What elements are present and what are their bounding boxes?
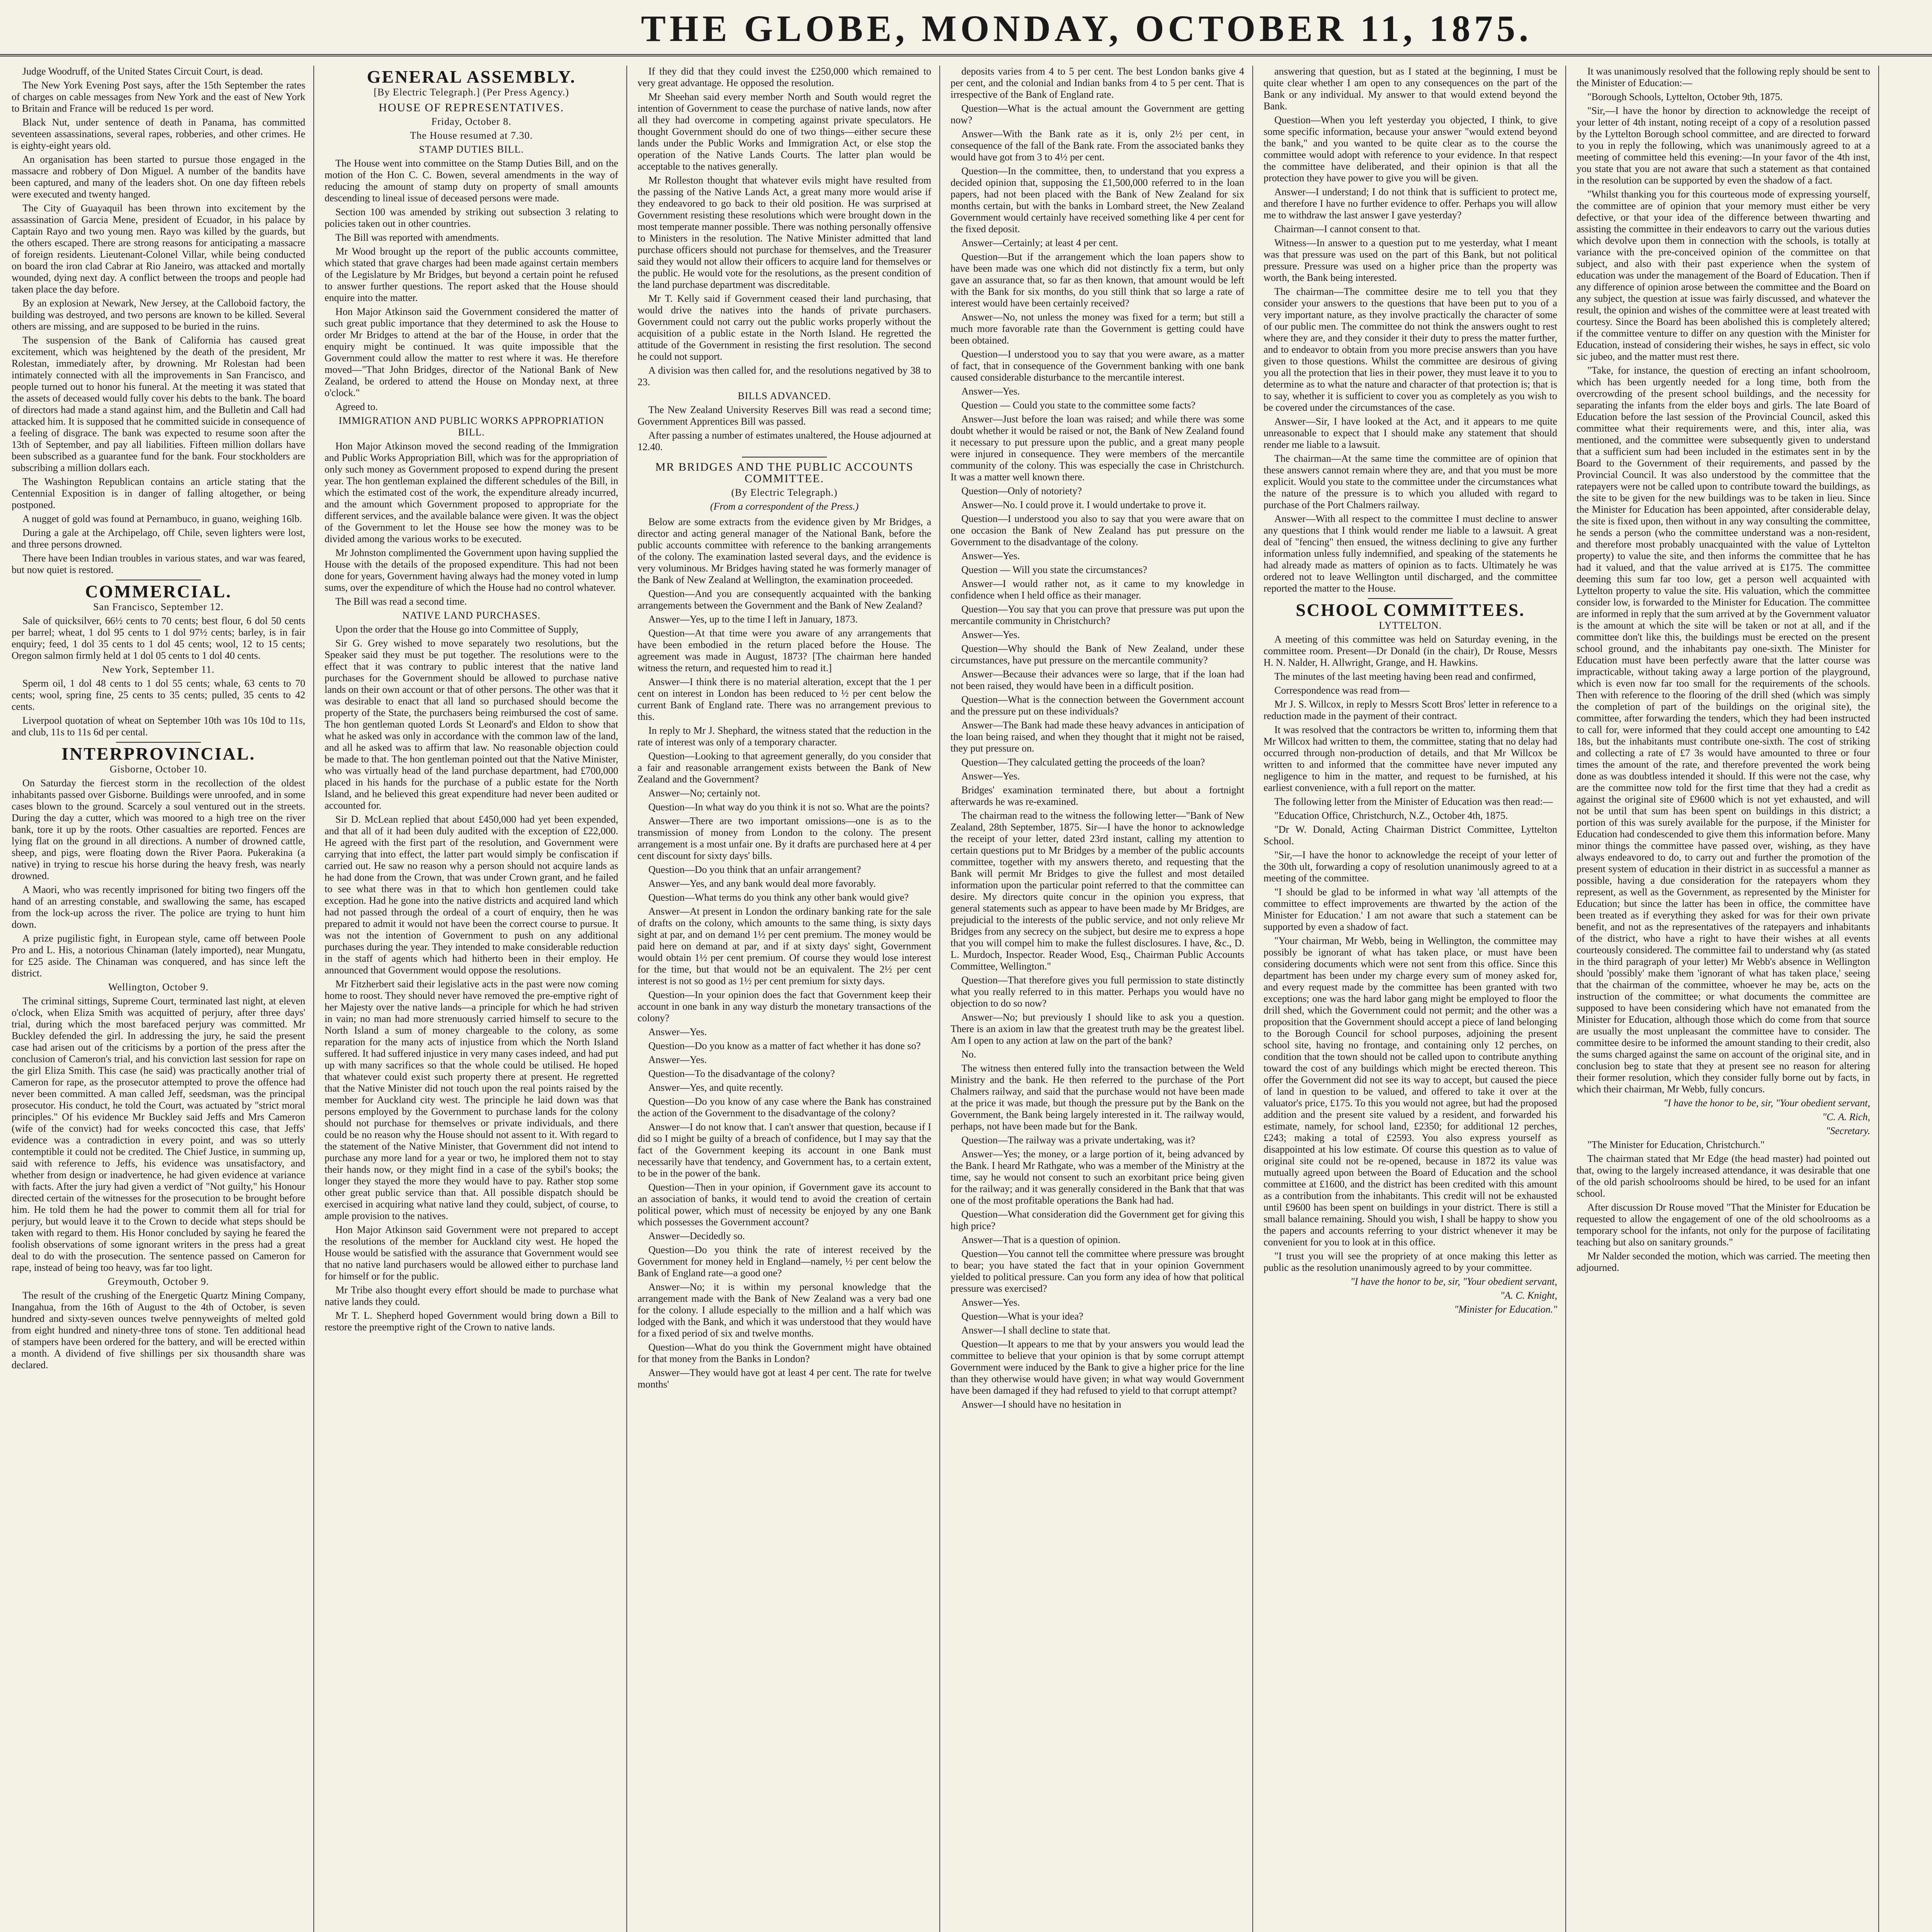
paragraph: Question—And you are consequently acquainted with the banking arrangements between the Government and the Bank of New Zealand? [638,588,931,611]
paragraph: Correspondence was read from— [1274,685,1410,696]
paragraph: Answer—Yes. [961,386,1020,397]
paragraph: Question—What consideration did the Government get for giving this high price? [951,1209,1244,1231]
paragraph: Section 100 was amended by striking out subsection 3 relating to policies taken out in other countries. [325,206,618,229]
lyttelton-heading: LYTTELTON. [1379,620,1442,631]
paragraph: The minutes of the last meeting having been read and confirmed, [1274,671,1536,682]
paragraph: The witness then entered fully into the transaction between the Weld Ministry and the bank. He then referred to the purchase of the Port Chalmers railway, and said that the purchase would not have been made at the price it was made, but though the pressure put by the Bank on the Government, the Bank being largely interested in it. The railway would, perhaps, not have been made but for the Bank. [951,1063,1244,1132]
bridges-evidence [638,516,931,1390]
paragraph: After discussion Dr Rouse moved "That the Minister for Education be requested to allow the engagement of one of the old schoolrooms as a temporary school for the infants, not only for the purpose of facilitating teaching but also on sanitary grounds." [1577,1202,1870,1248]
paragraph: Answer—Yes; the money, or a large portion of it, being advanced by the Bank. I heard Mr Rathgate, who was a member of the Ministry at the time, say he would not consent to such an exorbitant price being given for the railway; and it was generally considered in the Bank that that was one of the most profitable operations the Bank had had. [951,1148,1244,1206]
paragraph: Answer—Yes. [961,1297,1020,1308]
paragraph: Answer—No; but previously I should like to ask you a question. There is an axiom in law that the greatest truth may be the greatest libel. Am I open to any action at law on the part of the bank? [951,1012,1244,1046]
paragraph: A meeting of this committee was held on Saturday evening, in the committee room. Present—Dr Donald (in the chair), Dr Rouse, Messrs H. N. Nalder, H. Allwright, Grange, and H. Hawkins. [1264,634,1557,668]
paragraph: Question—When you left yesterday you objected, I think, to give some specific information, because your answer "would extend beyond the bank," and you wanted to be quite clear as to the course the committee would adopt with reference to your evidence. In that respect the committee have deliberated, and their opinion is that all the protection they have power to give you will be given. [1264,114,1557,184]
paragraph: The Bill was read a second time. [335,596,467,607]
prize-fight: A prize pugilistic fight, in European style, came off between Poole Pro and L. His, a notorious Chinaman (lately imported), near Mungatu, for £25 aside. The Chinaman was conquered, and has since left the district. [12,933,305,979]
paragraph: "Your chairman, Mr Webb, being in Wellington, the committee may possibly be ignorant of what has taken place, or must have been considering documents which were not sent from this office. Since this department has been under my charge every sum of money asked for, and every request made by the committee has been granted with two exceptions; one was the hard labor gang might be employed to floor the drill shed, which the Government could not permit; and the other was a proposition that the Government should accept a piece of land belonging to the Borough Council for school purposes, adjoining the present school site, having no frontage, and containing only 12 perches, on condition that the town should not be called upon to contribute anything toward the cost of any buildings which might be erected thereon. This offer the Government did not see its way to accept, but caused the piece of land in question to be valued, and offered to take it over at the valuator's price, £175. To this you would not agree, but had the proposed addition and the present site valued by a resident, and forwarded his estimate, namely, for school land, £2350; for additional 12 perches, £243; making a total of £2593. You also express yourself as disappointed at his low estimate. Of course this question as to value of original site could not be re-opened, because in 1872 its value was mutually agreed upon between the Board of Education and the school committee at £1600, and the district has been credited with this amount as a contribution from the inhabitants. This credit will not be exhausted until £9600 has been spent on buildings in your district. There is still a small balance remaining. Should you wish, I shall be happy to show you the papers and accounts referring to your district whenever it may be convenient for you to look at in this office. [1264,935,1557,1248]
wellington-court: The criminal sittings, Supreme Court, terminated last night, at eleven o'clock, when Eliza Smith was acquitted of perjury, after three days' trial, during which the most barefaced perjury was committed. Mr Buckley defended the girl. In addressing the jury, he said the present case had arisen out of the criticisms by a portion of the press after the conclusion of Cameron's trial, and his conviction last session for rape on the girl Eliza Smith. This case (he said) was practically another trial of Cameron for rape, as the prosecutor attempted to prove the offence had never been committed. A man called Jeff, seedsman, was the principal prosecutor. His conduct, he told the Court, was actuated by "strict moral principles." Of his evidence Mr Buckley said Jeffs and Mrs Cameron (wife of the convict) had for weeks concocted this case, that Jeffs' evidence was a contradiction in every point, and was so utterly contemptible it could not be credited. The Chief Justice, in summing up, said with reference to Jeffs, his evidence was unsatisfactory, and whether from design or inadvertence, he had given evidence at variance with facts. After the jury had given a verdict of "Not guilty," his Honour directed certain of the witnesses for the prosecution to be brought before him. He told them he had the power to commit them all for trial for perjury, but would leave it to the Crown to decide what steps should be taken with regard to them. His Honor concluded by saying he feared the foolish observations of some ignorant writers in the press had a great deal to do with the prosecution. The sentence passed on Cameron for rape, instead of being too heavy, was far too light. [12,995,305,1273]
paragraph: Answer—Yes. [961,629,1020,640]
paragraph: If they did that they could invest the £250,000 which remained to very great advantage. He opposed the resolution. [638,66,931,88]
paragraph: There have been Indian troubles in various states, and war was feared, but now quiet is restored. [12,553,305,575]
paragraph: Question—That therefore gives you full permission to state distinctly what you really referred to in this matter. Perhaps you would have no objection to do so now? [951,975,1244,1009]
paragraph: The chairman stated that Mr Edge (the head master) had pointed out that, owing to the largely increased attendance, it was desirable that one of the old parish schoolrooms should be hired, to be used for an infant school. [1577,1153,1870,1199]
paragraph: Agreed to. [335,401,378,412]
school-meeting-body [1264,634,1557,1274]
paragraph: Mr J. S. Willcox, in reply to Messrs Scott Bros' letter in reference to a reduction made in the payment of their contract. [1264,699,1557,721]
paragraph: Mr Johnston complimented the Government upon having supplied the House with the details of the proposed expenditure. This had not been done for years, Government having always had the money voted in lump sums, over the expenditure of which the House had no control whatever. [325,547,618,593]
paragraph: Question—I understood you also to say that you were aware that on one occasion the Bank of New Zealand has put pressure on the Government to the disadvantage of the colony. [951,513,1244,548]
stamp-duties-heading: STAMP DUTIES BILL. [419,144,524,155]
paragraph: Question — Will you state the circumstances? [961,564,1147,575]
wellington-dateline: Wellington, October 9. [108,981,209,993]
paragraph: Upon the order that the House go into Committee of Supply, [335,624,578,635]
paragraph: Question—They calculated getting the proceeds of the loan? [961,757,1205,768]
paragraph: Question—I understood you to say that you were aware, as a matter of fact, that in consequence of the Government banking with one bank caused considerable disturbance to the mercantile interest. [951,349,1244,383]
paragraph: Answer—With all respect to the committee I must decline to answer any questions that I think would render me liable to a lawsuit. A great deal of "fencing" then ensued, the witness declining to give any further information unless fully indemnified, and speaking of the statements he had already made as matters of opinion as to facts. Ultimately he was ordered not to leave Wellington until discharged, and the committee reported the matter to the House. [1264,513,1557,594]
paragraph: During a gale at the Archipelago, off Chile, seven lighters were lost, and three persons drowned. [12,527,305,550]
paragraph: By an explosion at Newark, New Jersey, at the Calloboid factory, the building was destroyed, and two persons are known to be killed. Several others are missing, and are supposed to be buried in the ruins. [12,298,305,332]
paragraph: Question—The railway was a private undertaking, was it? [961,1134,1196,1146]
paragraph: Answer—No; it is within my personal knowledge that the arrangement made with the Bank of New Zealand was a very bad one for the colony. I allude especially to the million and a half which was lodged with the Bank, and which it was understood that they would have for a fixed period of six and twelve months. [638,1281,931,1339]
paragraph: Question—Do you know as a matter of fact whether it has done so? [648,1040,921,1051]
paragraph: Answer—Yes, and quite recently. [648,1082,783,1093]
paragraph: In reply to Mr J. Shephard, the witness stated that the reduction in the rate of interest was only of a temporary character. [638,725,931,748]
paragraph: "Take, for instance, the question of erecting an infant schoolroom, which has been urgently needed for a long time, both from the overcrowding of the present school buildings, and the necessity for separating the infants from the elder boys and girls. The late Board of Education before the last session of the Provincial Council, asked this committee what their requirements were, and this, inter alia, was mentioned, and the committee were subsequently given to understand that a sufficient sum had been included in the estimates sent in by the Board to the Government of their requirements, and passed by the Provincial Council. It was also understood by the committee that the ratepayers were not be called upon to contribute toward the buildings, as the site to be given for the new buildings was to be taken in lieu. Since the Minister for Education has been appointed, after considerable delay, the site is fixed upon, then without in any way consulting the committee, he sends a person (who the committee understand was a non-resident, and therefore most probably unacquainted with the value of Lyttelton property) to value the site, and then informs the committee that he has had it valued, and that the value arrived at is £175. The committee deeming this sum far too low, get a person well acquainted with Lyttelton property to value the site. His valuation, which the committee consider low, is forwarded to the Minister for Education. The committee are informed in reply that the sum arrived at by the Government valuator is the amount at which the site will be taken or not at all, and if the committee don't like this, the buildings must be erected on the present school ground, and the inhabitants pay one-sixth. The Minister for Education must have been perfectly aware that the latter course was impracticable, without taking away a large portion of the playground, which is even now far too small for the requirements of the schools. Then with reference to the flooring of the drill shed (which was simply the completion of part of the buildings on the original site), the committee, after forwarding the tenders, which they had been instructed to call for, were informed that they could accept one amounting to £42 18s, but the inhabitants must contribute one-sixth. The cost of striking and collecting a rate of £7 3s would have amounted to three or four times the amount of the rate, and therefore prevented the work being done as was doubtless intended it should. If this were not the case, why are the committee now told for the first time that they had a credit as against the original site of £9600 which is not yet exhausted, and will not be until that sum has been spent on buildings in this district; a portion of this was surely available for the purpose, if the Minister for Education had condescended to give them this information before. Many minor things the committee have passed over, wishing, as they have always endeavored to do, to carry out and further the promotion of the present system of education in their district in as successful a manner as possible, having a due consideration for the ratepayers whom they represent, as well as the Government, as represented by the Minister for Education; but since the latter has been in office, the committee have been treated as if everything they asked for was for their own private benefit, and not as the representatives of the ratepayers and inhabitants of the district, who have a right to have their wishes at all events courteously considered. The committee fail to understand why (as stated in the third paragraph of your letter) Mr Webb's absence in Wellington should 'possibly' make them 'ignorant of what has taken place,' seeing that the chairman of the committee, whoever he may be, acts on the instruction of the committee; or what documents the committee are supposed to have been considering which have not emanated from the Minister for Education, although those which do come from that source are usually the most unpleasant the committee have to consider. The committee desire to be informed the amount standing to their credit, also the sums charged against the same on account of the original site, and in conclusion beg to state that they at present see no reason for altering their former resolution, which they consider fully borne out by facts, in which their chairman, Mr Webb, fully concurs. [1577,365,1870,1095]
paragraph: "Sir,—I have the honor to acknowledge the receipt of your letter of the 30th ult, forwarding a copy of resolution unanimously agreed to at a meeting of the committee. [1264,849,1557,884]
immigration-body [325,440,618,607]
divider [116,742,201,743]
interprovincial-heading: INTERPROVINCIAL. [61,744,255,764]
paragraph: Answer—No; certainly not. [648,787,760,799]
bills-advanced-text: The New Zealand University Reserves Bill was read a second time; Government Apprentices Bill was passed. [638,404,931,427]
letter-signer: "A. C. Knight, [1500,1290,1557,1301]
masthead [0,0,1932,56]
paragraph: Mr Sheehan said every member North and South would regret the intention of Government to cease the purchase of native lands, now after all they had overcome in competing against private speculators. He thought Government should do one of two things—either secure these lands under the Public Works and Immigration Act, or else stop the operation of the Native Lands Courts. The latter plan would be acceptable to the natives generally. [638,91,931,172]
paragraph: "Education Office, Christchurch, N.Z., October 4th, 1875. [1274,810,1508,821]
paragraph: Answer—Yes. [961,550,1020,561]
paragraph: Answer—Yes. [961,770,1020,782]
paragraph: Answer—No. I could prove it. I would undertake to prove it. [961,499,1206,510]
letter-closing: "I have the honor to be, sir, "Your obedient servant, [1350,1276,1557,1287]
paragraph: Hon Major Atkinson said Government were not prepared to accept the resolutions of the member for Auckland city west. He hoped the House would be satisfied with the assurance that Government would see that no native land purchasers would be allowed either to purchase land for himself or for the public. [325,1224,618,1282]
paragraph: Answer—Yes. [648,1054,707,1065]
paragraph: Witness—In answer to a question put to me yesterday, what I meant was that pressure was used on the part of this Bank, but not political pressure. Pressure was used on a higher price than the property was worth, the Bank being interested. [1264,237,1557,283]
paragraph: Answer—I shall decline to state that. [961,1325,1111,1336]
paragraph: The chairman read to the witness the following letter—"Bank of New Zealand, 28th September, 1875. Sir—I have the honor to acknowledge the receipt of your letter, dated 23rd instant, calling my attention to certain questions put to Mr Bridges by a member of the public accounts committee, together with my answers thereto, and requesting that the Bank will permit Mr Bridges to give the fullest and most detailed information upon the particular point referred to that the committee can desire. My directors quite concur in the opinion you express, that general statements such as appear to have been made by Mr Bridges, are prejudicial to the interests of the public service, and not only relieve Mr Bridges from any secrecy on the subject, but desire me to express a hope that you will compel him to make the fullest disclosures. I have, &c., D. L. Murdoch, Inspector. Reader Wood, Esq., Chairman Public Accounts Committee, Wellington." [951,810,1244,972]
paragraph: answering that question, but as I stated at the beginning, I must be quite clear whether I am open to any consequences on the part of the Bank or any individual. My answer to that would extend beyond the Bank. [1264,66,1557,112]
paragraph: It was resolved that the contractors be written to, informing them that Mr Willcox had written to them, the committee, stating that no delay had occurred through non-production of details, and that Mr Willcox be written to and informed that the committee have never imputed any negligence to him in the matter, and request to be furnished, at his earliest convenience, with a full report on the matter. [1264,724,1557,793]
general-assembly-heading: GENERAL ASSEMBLY. [367,67,576,87]
paragraph: Mr T. Kelly said if Government ceased their land purchasing, that would drive the natives into the hands of private purchasers. Government could not carry out the public works properly without the acquisition of a public estate in the North Island. He regretted the attitude of the Government in resisting the first resolution. The second he could not support. [638,293,931,362]
paragraph: A division was then called for, and the resolutions negatived by 38 to 23. [638,365,931,388]
paragraph: Answer—Decidedly so. [648,1230,745,1242]
greymouth-mining: The result of the crushing of the Energetic Quartz Mining Company, Inangahua, from the 16th of August to the 4th of October, is seven hundred and sixty-seven ounces twelve pennyweights of melted gold from eight hundred and ninety-three tons of stone. Ten additional head of stampers have been ordered for the battery, and will be erected within a month. A dividend of five shillings per six thousandth share was declared. [12,1290,305,1371]
column-rule [313,66,314,1932]
column-4 [951,66,1244,1932]
paragraph: Below are some extracts from the evidence given by Mr Bridges, a director and acting general manager of the National Bank, before the public accounts committee with reference to the banking arrangements of the colony. The examination lasted several days, and the evidence is very voluminous. Mr Bridges having stated he was formerly manager of the Bank of New Zealand at Wellington, the examination proceeded. [638,516,931,585]
column-2 [325,66,618,1932]
reply-letter-body [1577,66,1870,1095]
bills-advanced-heading: BILLS ADVANCED. [738,390,831,401]
paragraph: Question—What is the connection between the Government account and the pressure put on these individuals? [951,694,1244,717]
native-land-heading: NATIVE LAND PURCHASES. [402,610,541,621]
paragraph: deposits varies from 4 to 5 per cent. The best London banks give 4 per cent, and the colonial and Indian banks from 4 to 5 per cent. That is irrespective of the Bank of England rate. [951,66,1244,100]
paragraph: Answer—With the Bank rate as it is, only 2½ per cent, in consequence of the fall of the Bank rate. From the associated banks they would have got from 3 to 4½ per cent. [951,128,1244,163]
paragraph: Answer—Certainly; at least 4 per cent. [961,237,1118,248]
paragraph: An organisation has been started to pursue those engaged in the massacre and robbery of Don Miguel. A number of the bandits have been captured, and many of the leaders shot. On one day fifteen rebels were executed and twenty hanged. [12,154,305,200]
paragraph: Question—What is the actual amount the Government are getting now? [951,103,1244,126]
immigration-heading: IMMIGRATION AND PUBLIC WORKS APPROPRIATION BILL. [338,415,604,438]
paragraph: The chairman—At the same time the committee are of opinion that these answers cannot remain where they are, and that you must be more explicit. Would you state to the committee under the circumstances what the nature of the pressure is to which you alluded with regard to purchase of the Port Chalmers railway. [1264,453,1557,510]
paragraph: Question — Could you state to the committee some facts? [961,400,1196,411]
newspaper-title: THE GLOBE, MONDAY, OCTOBER 11, 1875. [641,8,1532,49]
paragraph: Question—What is your idea? [961,1311,1083,1322]
paragraph: Question—You cannot tell the committee where pressure was brought to bear; you have stated the fact that in your opinion Government yielded to political pressure. Can you form any idea of how that political pressure was exercised? [951,1248,1244,1294]
gisborne-storm: On Saturday the fiercest storm in the recollection of the oldest inhabitants passed over Gisborne. Buildings were unroofed, and in some cases blown to the ground. Scarcely a soul ventured out in the streets. During the day a cutter, which was moored to a high tree on the river bank, tore it up by the roots. Other casualties are reported. Fences are lying flat on the ground in all directions. A number of drowned cattle, sheep, and pigs, were floating down the River Paora. Pukerakina (a native) in trying to rescue his horse during the heavy fresh, was nearly drowned. [12,777,305,881]
paragraph: Hon Major Atkinson moved the second reading of the Immigration and Public Works Appropriation Bill, which was for the appropriation of only such money as Government proposed to expend during the present year. The hon gentleman explained the different schedules of the Bill, in which the estimated cost of the work, the expenditure already incurred, and the amount which Government proposed to appropriate for the different services, and the available balance were given. It was the object of the Government to let the House see how the money was to be divided among the various works to be executed. [325,440,618,544]
paragraph: Answer—I should have no hesitation in [961,1399,1121,1410]
paragraph: The New York Evening Post says, after the 15th September the rates of charges on cable messages from New York and the east of New York to Britain and France will be reduced 1s per word. [12,80,305,114]
native-land-continued [638,66,931,388]
session-date: Friday, October 8. [431,116,512,127]
native-land-body [325,624,618,1333]
paragraph: Answer—Because their advances were so large, that if the loan had not been raised, they would have been in a difficult position. [951,668,1244,691]
paragraph: Chairman—I cannot consent to that. [1274,223,1420,235]
reply-closing: "I have the honor to be, sir, "Your obedient servant, [1663,1097,1870,1109]
sf-prices: Sale of quicksilver, 66½ cents to 70 cents; best flour, 6 dol 50 cents per barrel; wheat, 1 dol 95 cents to 1 dol 97½ cents; barley, is in fair enquiry; feed, 1 dol 35 cents to 1 dol 45 cents; wool, 12 to 15 cents; Oregon salmon firmly held at 1 dol 05 cents to 1 dol 40 cents. [12,615,305,661]
paragraph: Question—To the disadvantage of the colony? [648,1068,835,1079]
paragraph: Question—Do you think the rate of interest received by the Government for money held in England—namely, ½ per cent below the Bank of England rate—a good one? [638,1244,931,1279]
maori-escape: A Maori, who was recently imprisoned for biting two fingers off the hand of an arresting constable, and swallowing the same, has escaped from the lock-up across the river. The police are trying to hunt him down. [12,884,305,930]
reply-signer-title: "Secretary. [1826,1125,1870,1136]
paragraph: Question—It appears to me that by your answers you would lead the committee to believe that your opinion is that by some corrupt attempt Government were induced by the Bank to give a higher price for the line than they otherwise would have given; in what way would Government have been damaged if they had refused to yield to that corrupt attempt? [951,1338,1244,1396]
paragraph: "I should be glad to be informed in what way 'all attempts of the committee to effect improvements are thwarted by the action of the Minister for Education.' I am not aware that such a statement can be supported by even a shadow of fact. [1264,886,1557,932]
bridges-byline: (By Electric Telegraph.) [731,487,838,498]
bridges-evidence-end [1264,66,1557,594]
commercial-heading: COMMERCIAL. [85,582,232,601]
paragraph: Question—Why should the Bank of New Zealand, under these circumstances, have put pressure on the mercantile community? [951,643,1244,666]
paragraph: The City of Guayaquil has been thrown into excitement by the assassination of Garcia Mene, president of Ecuador, in his palace by Captain Rayo and two young men. Rayo was killed by the guards, but the others escaped. There are strong reasons for anticipating a massacre of foreign residents. Lieutenant-Colonel Villar, while being conducted on board the iron clad Cabrar at Rio Janeiro, was attacked and mortally wounded, dying next day. A conflict between the troops and people had taken place the day before. [12,202,305,295]
paragraph: The Washington Republican contains an article stating that the Centennial Exposition is in danger of falling altogether, or being postponed. [12,476,305,510]
paragraph: Answer—I understand; I do not think that is sufficient to protect me, and therefore I have no further evidence to offer. Perhaps you will allow me to withdraw the last answer I gave yesterday? [1264,186,1557,221]
column-rule [626,66,627,1932]
column-rule [1252,66,1253,1932]
paragraph: The following letter from the Minister of Education was then read:— [1274,796,1553,807]
paragraph: Answer—There are two important omissions—one is as to the transmission of money from London to the colony. The present arrangement is a most unfair one. By it drafts are purchased here at 4 per cent discount for sixty days' bills. [638,815,931,861]
gisborne-dateline: Gisborne, October 10. [109,764,207,775]
paragraph: Answer—Sir, I have looked at the Act, and it appears to me quite unreasonable to expect that I should make any statement that should render me liable to a lawsuit. [1264,416,1557,450]
paragraph: Mr Nalder seconded the motion, which was carried. The meeting then adjourned. [1577,1250,1870,1273]
paragraph: Mr Wood brought up the report of the public accounts committee, which stated that grave charges had been made against certain members of the Legislature by Mr Bridges, but beyond a certain point he refused to answer further questions. The report asked that the House should enquire into the matter. [325,246,618,303]
paragraph: Question—What do you think the Government might have obtained for that money from the Banks in London? [638,1342,931,1364]
house-adjourned: After passing a number of estimates unaltered, the House adjourned at 12.40. [638,430,931,452]
paragraph: Mr Tribe also thought every effort should be made to purchase what native lands they could. [325,1284,618,1307]
paragraph: Question—Only of notoriety? [961,485,1082,497]
bridges-evidence-continued [951,66,1244,1410]
bridges-heading: MR BRIDGES AND THE PUBLIC ACCOUNTS COMMITTEE. [655,461,914,485]
paragraph: "Whilst thanking you for this courteous mode of expressing yourself, the committee are of opinion that your memory must either be very defective, or that your idea of the difference between thwarting and assisting the committee in their endeavors to carry out the various duties which devolve upon them in connection with the schools, is totally at variance with the pre-conceived opinion of the committee on that subject, and also with their past experience when the system of education was under the management of the Board of Education. Then if any difference of opinion arose between the committee and the Board on any subject, the question at issue was fairly discussed, and whatever the result, the opinion and wishes of the committee were at least treated with courtesy. Since the Board has been abolished this is completely altered; if the committee venture to differ on any question with the Minister for Education, instead of considering their wishes, he says in effect, sic volo sic jubeo, and the matter must rest there. [1577,189,1870,362]
column-3 [638,66,931,1932]
paragraph: The Bill was reported with amendments. [335,232,499,243]
paragraph: Answer—I do not know that. I can't answer that question, because if I did so I might be guilty of a breach of confidence, but I may say that the fact of the Government keeping its account in one Bank must necessarily have that tendency, and Government has, to a certain extent, to be in the power of the bank. [638,1121,931,1179]
news-items [12,66,305,576]
paragraph: "I trust you will see the propriety of at once making this letter as public as the resolution unanimously agreed to by your committee. [1264,1250,1557,1273]
paragraph: Question—Do you think that an unfair arrangement? [648,864,861,875]
column-1 [12,66,305,1932]
paragraph: Question—In what way do you think it is not so. What are the points? [648,801,930,813]
paragraph: Bridges' examination terminated there, but about a fortnight afterwards he was re-examined. [951,784,1244,807]
paragraph: Question—At that time were you aware of any arrangements that have been embodied in the return placed before the House. The agreement was made in August, 1873? [The chairman here handed witness the return, and requested him to read it.] [638,628,931,673]
paragraph: Question—But if the arrangement which the loan papers show to have been made was one which did not distinctly fix a term, but only gave an assurance that, so far as then known, that amount would be left with the Bank for six months, do you still think that so large a rate of interest would have been certainly received? [951,251,1244,309]
stamp-duties-body [325,158,618,413]
paragraph: "Dr W. Donald, Acting Chairman District Committee, Lyttelton School. [1264,824,1557,847]
ny-dateline: New York, September 11. [102,664,215,675]
meeting-conclusion [1577,1153,1870,1274]
paragraph: Answer—At present in London the ordinary banking rate for the sale of drafts on the colony, which amounts to the same thing, is sixty days sight at par, and on demand 1½ per cent premium. The money would be paid here on demand at par, and if at sixty days' sight, Government would obtain 1½ per cent premium. Of course they would lose interest for the time, but that would not be an equivalent. The 2½ per cent interest is not so good as 1½ per cent premium for sixty days. [638,906,931,986]
liverpool-prices: Liverpool quotation of wheat on September 10th was 10s 10d to 11s, and club, 11s to 11s 6d per cental. [12,715,305,738]
paragraph: Question—Do you know of any case where the Bank has constrained the action of the Government to the disadvantage of the colony? [638,1096,931,1119]
paragraph: Answer—Just before the loan was raised; and while there was some doubt whether it would be raised or not, the Bank of New Zealand found it necessary to put pressure upon the public, and a great many people were injured in consequence. They were members of the mercantile community of the colony. This was especially the case in Christchurch. It was a matter well known there. [951,413,1244,483]
paragraph: "Sir,—I have the honor by direction to acknowledge the receipt of your letter of 4th instant, noting receipt of a copy of a resolution passed by the Lyttelton Borough school committee, and are directed to forward to you in reply the following, which was unanimously agreed to at a meeting of committee held this evening:—In your favor of the 4th inst, you state that you are not aware that such a statement as that contained in the resolution can be supported by even the shadow of a fact. [1577,105,1870,186]
paragraph: "Borough Schools, Lyttelton, October 9th, 1875. [1587,91,1783,102]
paragraph: A nugget of gold was found at Pernambuco, in guano, weighing 16lb. [22,513,302,524]
column-6 [1577,66,1870,1932]
paragraph: Mr Fitzherbert said their legislative acts in the past were now coming home to roost. They should never have removed the pre-emptive right of her Majesty over the native lands—a principle for which he had striven in vain; no man had more strenuously carried himself to secure to the North Island a sum of money chargeable to the colony, as some reparation for the many acts of injustice from which the North Island suffered. It had suffered injustice in very many cases indeed, and had put up with many sacrifices so that the whole could be utilised. He hoped that whatever could exist such property there at present. He regretted that the Native Minister did not touch upon the real points raised by the member for Auckland city west. The principle he laid down was that persons employed by the Government to purchase lands for the colony should not purchase for themselves or private individuals, and there could be no reason why the House should not assent to it. With regard to the statement of the Native Minister, that Government did not intend to purchase any more land for a year or two, he implored them not to stay their hands now, or they might find in a case of the sybil's books; the longer they stayed the more they would have to pay. Rather stop some other great public service than that. All possible dispatch should be exercised in acquiring what native land they could, subject, of course, to ample provision to the natives. [325,978,618,1221]
reply-addressee: "The Minister for Education, Christchurch." [1587,1139,1765,1150]
bridges-correspondent: (From a correspondent of the Press.) [710,501,859,512]
paragraph: Question—You say that you can prove that pressure was put upon the mercantile community in Christchurch? [951,604,1244,626]
paragraph: Sir G. Grey wished to move separately two resolutions, but the Speaker said they must be put together. The resolutions were to the effect that it was contrary to public interest that the native land purchases for the Government should be allowed to purchase native lands on their own account or that of other persons. The other was that it was desirable to enact that all land so purchased should become the property of the State, the purchasers being reimbursed the cost of same. The hon gentleman quoted Lords St Leonard's and Eldon to show that what he asked was only in accordance with the common law of the land, and all he asked was to affirm that law. No reasonable objection could be made to that. The hon gentleman pointed out that the Native Minister, who was virtually head of the land purchase department, had £700,000 placed in his hands for the purchase of a public estate for the North Island, and he believed this great expenditure had never been audited or accounted for. [325,638,618,811]
paragraph: Answer—They would have got at least 4 per cent. The rate for twelve months' [638,1367,931,1390]
divider [1368,598,1453,599]
house-heading: HOUSE OF REPRESENTATIVES. [378,101,565,114]
paragraph: It was unanimously resolved that the following reply should be sent to the Minister of Education:— [1577,66,1870,88]
paragraph: The suspension of the Bank of California has caused great excitement, which was heightened by the death of the president, Mr Rolestan, immediately after, by drowning. Mr Rolestan had been intimately connected with all the improvements in San Francisco, and people turned out to honor his funeral. At the meeting it was stated that the assets of deceased would fully cover his debts to the bank. The board of directors had made a stand against him, and the Bulletin and Call had attacked him. It is supposed that he committed suicide in consequence of a feeling of disgrace. The bank was expected to resume soon after the 13th of September, and pay all liabilities. Fifteen million dollars have been subscribed as a guarantee fund for the bank. Four stockholders are subscribing a million dollars each. [12,335,305,473]
sf-dateline: San Francisco, September 12. [93,601,224,612]
column-rule [1878,66,1879,1932]
paragraph: Answer—The Bank had made these heavy advances in anticipation of the loan being raised, and when they thought that it might not be raised, they put pressure on. [951,719,1244,754]
school-committees-heading: SCHOOL COMMITTEES. [1296,600,1525,620]
paragraph: Judge Woodruff, of the United States Circuit Court, is dead. [22,66,263,77]
paragraph: The chairman—The committee desire me to tell you that they consider your answers to the questions that have been put to you of a very important nature, as they involve practically the character of some of our public men. The committee do not think the answers ought to rest where they are, and they consider it their duty to press the matter further, and to endeavor to obtain from you more precise answers than you have given to those questions. Whilst the committee are desirous of giving you all the protection that lies in their power, they must leave it to you to determine as to what the nature and character of that protection is; that is to say, whether it is sufficient to cover you as completely as you wish to be covered under the circumstances of the case. [1264,286,1557,413]
paragraph: Question—Looking to that agreement generally, do you consider that a fair and reasonable arrangement exists between the Bank of New Zealand and the Government? [638,750,931,785]
paragraph: Question—In your opinion does the fact that Government keep their account in one bank in any way disturb the monetary transactions of the colony? [638,989,931,1024]
paragraph: The House went into committee on the Stamp Duties Bill, and on the motion of the Hon C. C. Bowen, several amendments in the way of reducing the amount of stamp duty on property of small amounts descending to lineal issue of deceased persons were made. [325,158,618,204]
column-rule [1565,66,1566,1932]
paragraph: Sir D. McLean replied that about £450,000 had yet been expended, and that all of it had been duly audited with the exception of £22,000. He agreed with the first part of the resolution, and Government were carrying that into effect, the latter part would simply be confiscation if carried out. He saw no reason why a person should not acquire lands as he had done from the Crown, that was under Crown grant, and he failed to see what there was in that to which hon gentlemen could take exception. Had he gone into the native districts and acquired land which had not passed through the ordeal of a court of enquiry, then he was prepared to admit it would not have been the correct course to pursue. It was not the intention of Government to push on any additional purchases during the year. They intended to make considerable reduction in the staff of agents which had hitherto been in their employ. He announced that Government would oppose the resolutions. [325,814,618,976]
reply-signer: "C. A. Rich, [1822,1111,1870,1122]
paragraph: Answer—I would rather not, as it came to my knowledge in confidence when I held office as their manager. [951,578,1244,601]
paragraph: Mr Rolleston thought that whatever evils might have resulted from the passing of the Native Lands Act, a great many more would arise if they endeavored to go back to their old position. He was surprised at Government resisting these resolutions which were brought down in the most temperate manner possible. There was nothing personally offensive to Ministers in the resolution. The Native Minister admitted that land purchase officers should not purchase for themselves, and the Treasurer said they would not allow their officers to acquire land for themselves or the public. He would vote for the resolutions, as the present condition of the land purchase department was discreditable. [638,175,931,290]
ny-prices: Sperm oil, 1 dol 48 cents to 1 dol 55 cents; whale, 63 cents to 70 cents; wool, spring fine, 25 cents to 35 cents; pulled, 35 cents to 42 cents. [12,678,305,712]
paragraph: Hon Major Atkinson said the Government considered the matter of such great public importance that they determined to ask the House to order Mr Bridges to attend at the bar of the House, in order that the enquiry might be continued. It was quite impossible that the Government could allow the matter to rest where it was. He therefore moved—"That John Bridges, director of the National Bank of New Zealand, be ordered to attend the House on Monday next, at three o'clock." [325,306,618,398]
paragraph: Answer—Yes, and any bank would deal more favorably. [648,878,876,889]
paragraph: Black Nut, under sentence of death in Panama, has committed seventeen assassinations, several rapes, robberies, and other crimes. He is eighty-eight years old. [12,117,305,151]
paragraph: Question—What terms do you think any other bank would give? [648,892,909,903]
paragraph: Answer—That is a question of opinion. [961,1234,1121,1245]
column-5 [1264,66,1557,1932]
paragraph: Answer—Yes, up to the time I left in January, 1873. [648,614,858,625]
paragraph: Question—In the committee, then, to understand that you express a decided opinion that, supposing the £1,500,000 referred to in the loan papers, had not been placed with the Bank of New Zealand for six months certain, but with the banks in Lombard street, the New Zealand Government would certainly have received something like 4 per cent for the fixed deposit. [951,165,1244,235]
house-resumed: The House resumed at 7.30. [410,130,533,141]
byline: [By Electric Telegraph.] (Per Press Agency.) [374,87,569,98]
greymouth-dateline: Greymouth, October 9. [107,1276,209,1287]
paragraph: Answer—I think there is no material alteration, except that the 1 per cent on interest in London has been reduced to ½ per cent below the current Bank of England rate. There was no arrangement previous to this. [638,676,931,722]
paragraph: Answer—Yes. [648,1026,707,1037]
paragraph: Answer—No, not unless the money was fixed for a term; but still a much more favorable rate than the Government is getting could have been obtained. [951,311,1244,346]
letter-signer-title: "Minister for Education." [1454,1304,1557,1315]
paragraph: Question—Then in your opinion, if Government gave its account to an association of banks, it would tend to avoid the creation of certain political power, which must of necessity be enjoyed by any one Bank which possesses the Government account? [638,1182,931,1228]
column-rule [939,66,940,1932]
paragraph: No. [961,1049,976,1060]
paragraph: Mr T. L. Shepherd hoped Government would bring down a Bill to restore the preemptive right of the Crown to native lands. [325,1310,618,1333]
